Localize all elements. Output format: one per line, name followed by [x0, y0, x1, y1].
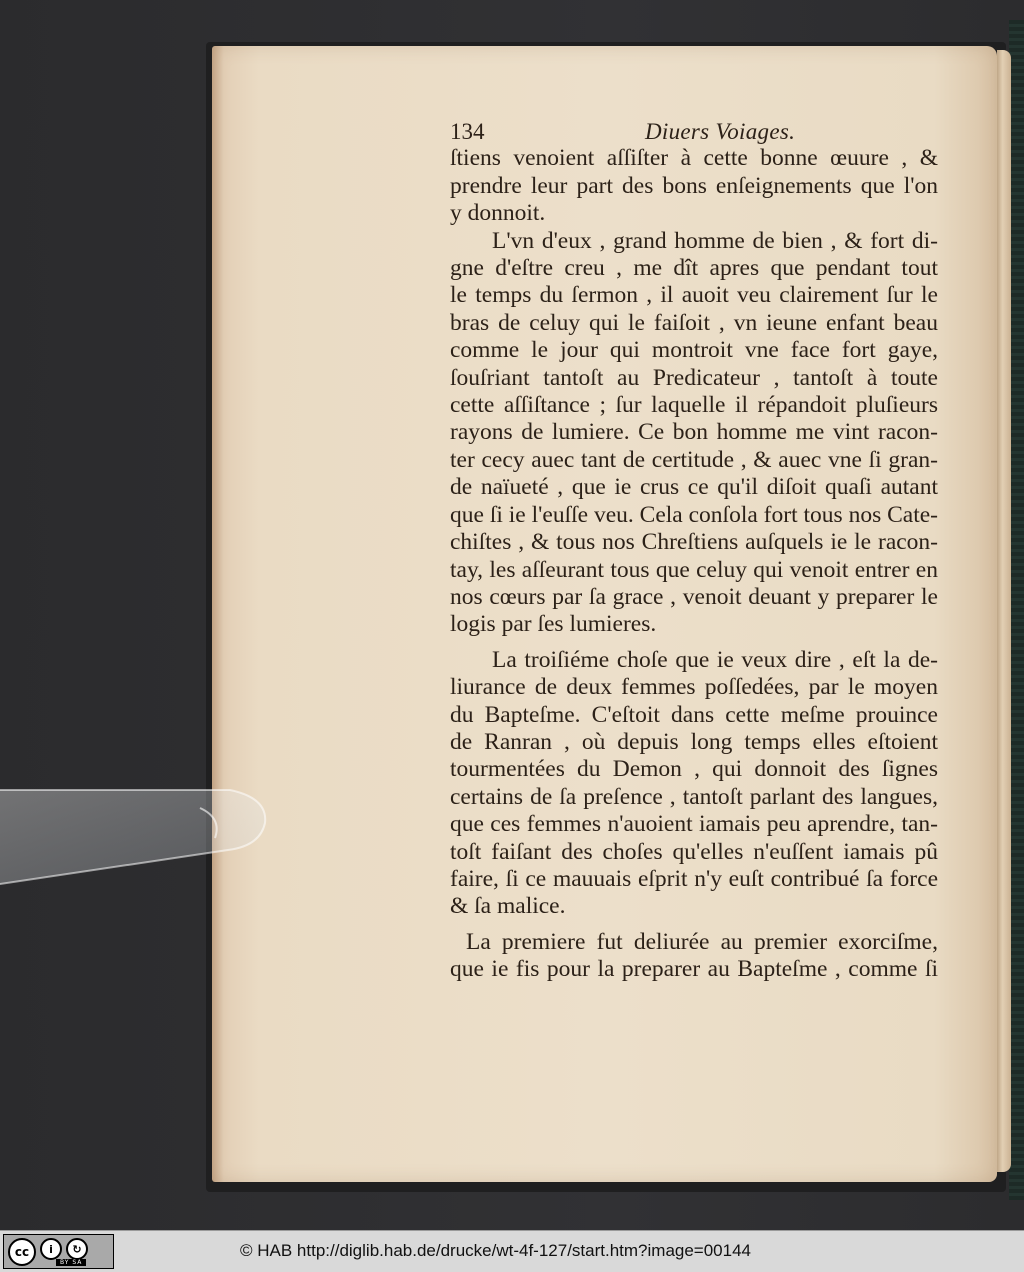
page-text — [450, 118, 938, 984]
text-line: L'vn d'eux , grand homme de bien , & fort di- — [492, 227, 938, 254]
text-line: & ſa malice. — [450, 893, 566, 920]
text-line: ſouſriant tantoſt au Predicateur , tantoſt à toute — [450, 364, 938, 391]
text-line: La troiſiéme choſe que ie veux dire , eſt la de- — [492, 646, 938, 673]
text-line: bras de celuy qui le faiſoit , vn ieune enfant beau — [450, 309, 938, 336]
text-line: ſtiens venoient aſſiſter à cette bonne œuure , & — [450, 145, 938, 172]
text-line: de Ranran , où depuis long temps elles eſtoient — [450, 728, 938, 755]
by-label: BY — [60, 1259, 70, 1266]
text-line: que ſi ie l'euſſe veu. Cela conſola fort tous nos Cate- — [450, 501, 938, 528]
text-line: chiſtes , & tous nos Chreſtiens auſquels ie le racon- — [450, 529, 938, 556]
text-line: y donnoit. — [450, 200, 546, 227]
text-line: le temps du ſermon , il auoit veu clairement ſur le — [450, 282, 938, 309]
text-line: toſt faiſant des choſes qu'elles n'euſſent iamais pû — [450, 838, 938, 865]
page-header — [450, 118, 938, 145]
facing-page-edge — [997, 50, 1011, 1172]
text-line: ter cecy auec tant de certitude , & auec vne ſi gran- — [450, 446, 938, 473]
text-line: que ces femmes n'auoient iamais peu aprendre, tan- — [450, 811, 938, 838]
text-line: de naïueté , que ie crus ce qu'il diſoit quaſi autant — [450, 474, 938, 501]
text-line: gne d'eſtre creu , me dît apres que pendant tout — [450, 255, 938, 282]
text-line: nos cœurs par ſa grace , venoit deuant y preparer le — [450, 583, 938, 610]
text-line: liurance de deux femmes poſſedées, par le moyen — [450, 674, 938, 701]
text-line: La premiere fut deliurée au premier exorciſme, — [466, 928, 938, 955]
paragraph-gap — [450, 639, 938, 647]
text-line: tay, les aſſeurant tous que celuy qui venoit entrer en — [450, 556, 938, 583]
text-line: rayons de lumiere. Ce bon homme me vint racon- — [450, 419, 938, 446]
text-line: comme le jour qui montroit vne face fort gaye, — [450, 337, 938, 364]
page-number: 134 — [450, 119, 485, 144]
attribution-icon: i — [40, 1238, 62, 1260]
cc-license-badge[interactable] — [3, 1234, 114, 1269]
sa-label: SA — [72, 1259, 83, 1266]
body-text — [450, 145, 938, 983]
text-line: du Bapteſme. C'eſtoit dans cette meſme prouince — [450, 701, 938, 728]
paragraph-gap — [450, 921, 938, 929]
text-line: cette aſſiſtance ; ſur laquelle il répandoit pluſieurs — [450, 392, 938, 419]
book-binding — [1009, 20, 1024, 1200]
text-line: logis par ſes lumieres. — [450, 611, 657, 638]
footer-bar — [0, 1230, 1024, 1272]
text-line: certains de ſa preſence , tantoſt parlant des langues, — [450, 783, 938, 810]
cc-license-labels — [56, 1259, 86, 1266]
source-citation: © HAB http://diglib.hab.de/drucke/wt-4f-127/start.htm?image=00144 — [240, 1241, 752, 1260]
share-alike-icon: ↻ — [66, 1238, 88, 1260]
text-line: tourmentées du Demon , qui donnoit des ſignes — [450, 756, 938, 783]
text-line: faire, ſi ce mauuais eſprit n'y euſt contribué ſa force — [450, 865, 938, 892]
cc-icon: cc — [8, 1238, 36, 1266]
text-line: que ie fis pour la preparer au Bapteſme , comme ſi — [450, 956, 938, 983]
running-title: Diuers Voiages. — [645, 119, 796, 144]
text-line: prendre leur part des bons enſeignements que l'on — [450, 172, 938, 199]
